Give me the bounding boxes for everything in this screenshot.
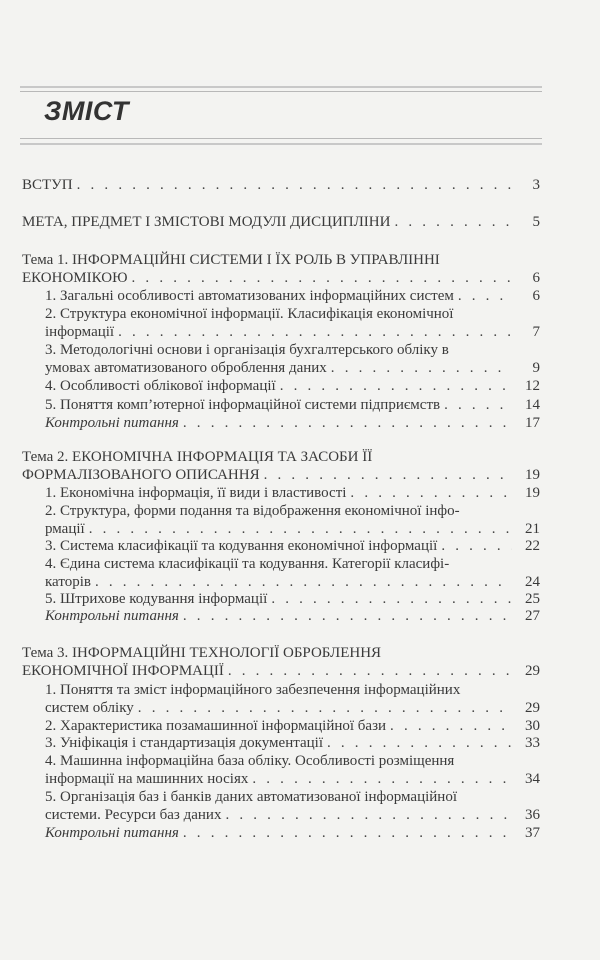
page-number: 37 — [525, 825, 540, 841]
dot-leader — [323, 734, 512, 752]
toc-entry-text: Тема 1. ІНФОРМАЦІЙНІ СИСТЕМИ І ЇХ РОЛЬ В УПРАВЛІННІ — [22, 252, 440, 268]
toc-entry-line — [45, 537, 540, 555]
toc-entry-line — [45, 806, 540, 824]
toc-entry-text: 2. Структура, форми подання та відображення економічної інфо- — [45, 503, 460, 519]
toc-entry — [45, 590, 540, 608]
dot-leader — [179, 414, 512, 432]
toc-entry-text: 3. Уніфікація і стандартизація документації — [45, 735, 323, 751]
toc-entry — [45, 341, 540, 377]
dot-leader — [224, 662, 512, 680]
toc-entry-text: Контрольні питання — [45, 825, 179, 841]
page-number: 30 — [525, 718, 540, 734]
toc-entry-text: рмації — [45, 521, 85, 537]
dot-leader — [346, 484, 512, 502]
toc-entry — [45, 484, 540, 502]
toc-entry-line — [45, 607, 540, 625]
toc-entry-text: ФОРМАЛІЗОВАНОГО ОПИСАННЯ — [22, 467, 260, 483]
page-number: 3 — [532, 177, 540, 193]
page-number: 6 — [532, 288, 540, 304]
dot-leader — [114, 323, 512, 341]
page-number: 12 — [525, 378, 540, 394]
toc-entry-line — [45, 788, 540, 806]
toc-entry-line — [22, 448, 540, 466]
page-number: 36 — [525, 807, 540, 823]
toc-entry — [22, 644, 540, 680]
dot-leader — [440, 396, 512, 414]
top-rule-thin — [20, 91, 542, 92]
dot-leader — [276, 377, 512, 395]
toc-entry-line — [45, 396, 540, 414]
toc-entry-text: 4. Єдина система класифікації та кодування. Категорії класифі- — [45, 556, 450, 572]
toc-entry-line — [45, 484, 540, 502]
toc-entry-text: ЕКОНОМІЧНОЇ ІНФОРМАЦІЇ — [22, 663, 224, 679]
toc-entry-text: інформації на машинних носіях — [45, 771, 249, 787]
dot-leader — [73, 176, 512, 194]
toc-entry — [45, 414, 540, 432]
toc-entry-line — [45, 573, 540, 591]
dot-leader — [267, 590, 512, 608]
dot-leader — [221, 806, 512, 824]
top-rule — [20, 86, 542, 88]
page-number: 7 — [532, 324, 540, 340]
dot-leader — [437, 537, 512, 555]
toc-entry-line — [22, 176, 540, 194]
dot-leader — [179, 824, 512, 842]
toc-entry — [45, 607, 540, 625]
toc-entry-line — [45, 752, 540, 770]
page-number: 9 — [532, 360, 540, 376]
toc-entry-line — [45, 590, 540, 608]
toc-entry-line — [45, 359, 540, 377]
toc-entry — [45, 717, 540, 735]
toc-entry-text: інформації — [45, 324, 115, 340]
toc-entry-line — [45, 287, 540, 305]
toc-entry-text: системи. Ресурси баз даних — [45, 807, 222, 823]
toc-entry-line — [45, 824, 540, 842]
toc-entry-text: Контрольні питання — [45, 608, 179, 624]
toc-entry-line — [45, 305, 540, 323]
page-number: 19 — [525, 485, 540, 501]
toc-entry — [45, 502, 540, 538]
toc-entry-line — [45, 414, 540, 432]
dot-leader — [260, 466, 512, 484]
toc-entry — [45, 734, 540, 752]
page-number: 27 — [525, 608, 540, 624]
page-number: 17 — [525, 415, 540, 431]
toc-entry-text: МЕТА, ПРЕДМЕТ І ЗМІСТОВІ МОДУЛІ ДИСЦИПЛІНИ — [22, 214, 391, 230]
toc-entry — [45, 396, 540, 414]
page-number: 25 — [525, 591, 540, 607]
toc-entry-line — [45, 555, 540, 573]
toc-entry-line — [22, 466, 540, 484]
toc-entry-text: Контрольні питання — [45, 415, 179, 431]
toc-entry — [45, 788, 540, 824]
toc-entry-text: каторів — [45, 574, 91, 590]
toc-entry-text: умовах автоматизованого оброблення даних — [45, 360, 327, 376]
toc-entry-text: систем обліку — [45, 700, 134, 716]
toc-entry-line — [22, 269, 540, 287]
toc-entry — [22, 251, 540, 287]
page-number: 33 — [525, 735, 540, 751]
toc-entry-line — [45, 323, 540, 341]
toc-entry-text: 1. Загальні особливості автоматизованих інформаційних систем — [45, 288, 454, 304]
toc-entry — [22, 176, 540, 194]
toc-entry-text: 5. Організація баз і банків даних автоматизованої інформаційної — [45, 789, 458, 805]
toc-entry-line — [22, 662, 540, 680]
page-number: 14 — [525, 397, 540, 413]
dot-leader — [454, 287, 512, 305]
toc-entry-line — [45, 341, 540, 359]
page-number: 24 — [525, 574, 540, 590]
toc-entry-line — [45, 520, 540, 538]
toc-entry — [45, 555, 540, 591]
dot-leader — [386, 717, 512, 735]
toc-entry-line — [45, 770, 540, 788]
page-number: 22 — [525, 538, 540, 554]
page-number: 19 — [525, 467, 540, 483]
toc-entry-text: 5. Штрихове кодування інформації — [45, 591, 268, 607]
dot-leader — [91, 573, 512, 591]
toc-entry-line — [45, 681, 540, 699]
dot-leader — [248, 770, 512, 788]
page-number: 29 — [525, 700, 540, 716]
toc-entry-text: 2. Структура економічної інформації. Класифікація економічної — [45, 306, 454, 322]
page-number: 5 — [532, 214, 540, 230]
toc-entry-line — [45, 734, 540, 752]
toc-entry-text: Тема 2. ЕКОНОМІЧНА ІНФОРМАЦІЯ ТА ЗАСОБИ ЇЇ — [22, 449, 373, 465]
toc-entry-text: 3. Методологічні основи і організація бухгалтерського обліку в — [45, 342, 449, 358]
toc-entry-line — [45, 717, 540, 735]
page-number: 6 — [532, 270, 540, 286]
toc-entry-line — [45, 699, 540, 717]
toc-entry-text: 1. Економічна інформація, її види і властивості — [45, 485, 347, 501]
toc-entry-line — [45, 377, 540, 395]
dot-leader — [390, 213, 512, 231]
toc-entry-text: 2. Характеристика позамашинної інформаційної бази — [45, 718, 387, 734]
toc-entry-text: 5. Поняття комп’ютерної інформаційної системи підприємств — [45, 397, 441, 413]
bottom-rule-thin — [20, 138, 542, 139]
toc-entry — [45, 824, 540, 842]
dot-leader — [128, 269, 512, 287]
toc-entry — [22, 213, 540, 231]
bottom-rule — [20, 143, 542, 145]
page-number: 21 — [525, 521, 540, 537]
toc-entry — [45, 537, 540, 555]
toc-entry — [45, 752, 540, 788]
toc-entry — [22, 448, 540, 484]
toc-entry-text: ЕКОНОМІКОЮ — [22, 270, 128, 286]
toc-entry-line — [45, 502, 540, 520]
dot-leader — [179, 607, 512, 625]
toc-entry-text: Тема 3. ІНФОРМАЦІЙНІ ТЕХНОЛОГІЇ ОБРОБЛЕННЯ — [22, 645, 382, 661]
page-number: 34 — [525, 771, 540, 787]
toc-entry — [45, 377, 540, 395]
dot-leader — [85, 520, 512, 538]
toc-entry-line — [22, 251, 540, 269]
toc-entry-text: 4. Машинна інформаційна база обліку. Особливості розміщення — [45, 753, 455, 769]
toc-entry-text: ВСТУП — [22, 177, 73, 193]
dot-leader — [327, 359, 512, 377]
toc-entry — [45, 681, 540, 717]
toc-entry — [45, 305, 540, 341]
page-number: 29 — [525, 663, 540, 679]
toc-entry-text: 3. Система класифікації та кодування економічної інформації — [45, 538, 438, 554]
dot-leader — [134, 699, 512, 717]
toc-entry-text: 1. Поняття та зміст інформаційного забезпечення інформаційних — [45, 682, 461, 698]
toc-entry-line — [22, 213, 540, 231]
page-title: ЗМІСТ — [44, 96, 129, 126]
toc-entry-line — [22, 644, 540, 662]
toc-entry-text: 4. Особливості облікової інформації — [45, 378, 276, 394]
toc-entry — [45, 287, 540, 305]
